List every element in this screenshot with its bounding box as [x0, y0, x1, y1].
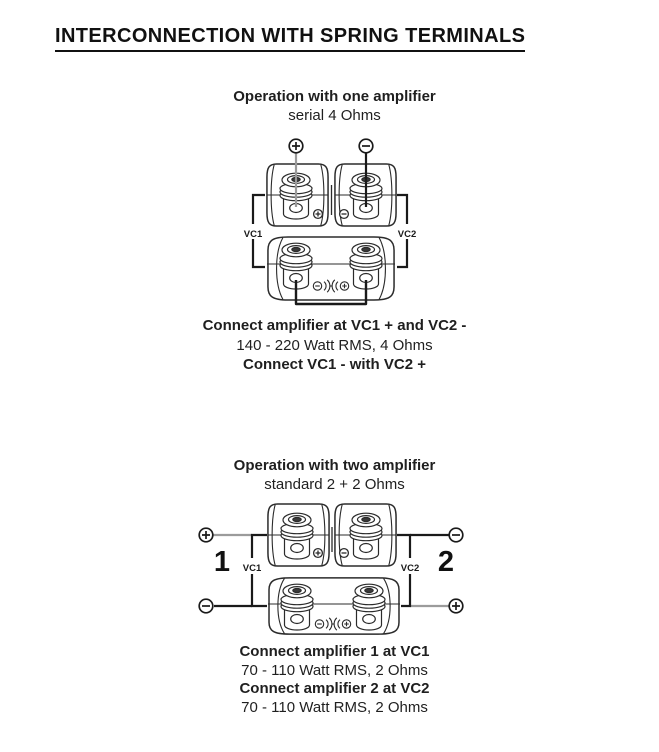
caption-line: Connect amplifier at VC1 + and VC2 - — [202, 317, 467, 334]
spring-post-icon — [281, 513, 313, 559]
section-one-caption — [5, 316, 659, 375]
section-one-subtitle: serial 4 Ohms — [288, 106, 381, 124]
spring-post-icon — [353, 584, 385, 630]
vc1-label: VC1 — [243, 229, 263, 240]
amp2-number: 2 — [437, 546, 455, 578]
caption-line: Connect amplifier 1 at VC1 — [239, 643, 430, 660]
spring-post-icon — [281, 584, 313, 630]
section-two-subtitle: standard 2 + 2 Ohms — [264, 475, 405, 493]
caption-line: Connect amplifier 2 at VC2 — [239, 680, 430, 698]
amp2-minus-terminal-icon — [449, 528, 463, 542]
section-two-title: Operation with two amplifier — [233, 457, 436, 474]
caption-line: Connect VC1 - with VC2 + — [243, 356, 426, 373]
page-title: INTERCONNECTION WITH SPRING TERMINALS — [55, 25, 525, 52]
caption-line: 70 - 110 Watt RMS, 2 Ohms — [241, 661, 428, 679]
two-amplifier-diagram — [196, 498, 466, 640]
section-two-caption — [5, 643, 659, 718]
amp1-number: 1 — [213, 546, 231, 578]
amp1-plus-terminal-icon — [199, 528, 213, 542]
section-two-heading — [5, 457, 659, 494]
vc2-label: VC2 — [400, 563, 420, 574]
plus-terminal-icon — [289, 139, 303, 153]
small-plus-icon — [314, 210, 323, 219]
vc1-label: VC1 — [242, 563, 262, 574]
amp2-plus-terminal-icon — [449, 599, 463, 613]
small-minus-icon — [340, 210, 349, 219]
caption-line: 140 - 220 Watt RMS, 4 Ohms — [236, 336, 433, 354]
small-minus-icon — [340, 549, 349, 558]
minus-terminal-icon — [359, 139, 373, 153]
amp1-minus-terminal-icon — [199, 599, 213, 613]
vc2-label: VC2 — [397, 229, 417, 240]
spring-post-icon — [350, 513, 382, 559]
section-one-title: Operation with one amplifier — [233, 88, 436, 105]
caption-line: 70 - 110 Watt RMS, 2 Ohms — [241, 699, 428, 717]
one-amplifier-diagram — [230, 136, 430, 310]
small-plus-icon — [314, 549, 323, 558]
section-one-heading — [5, 88, 659, 125]
